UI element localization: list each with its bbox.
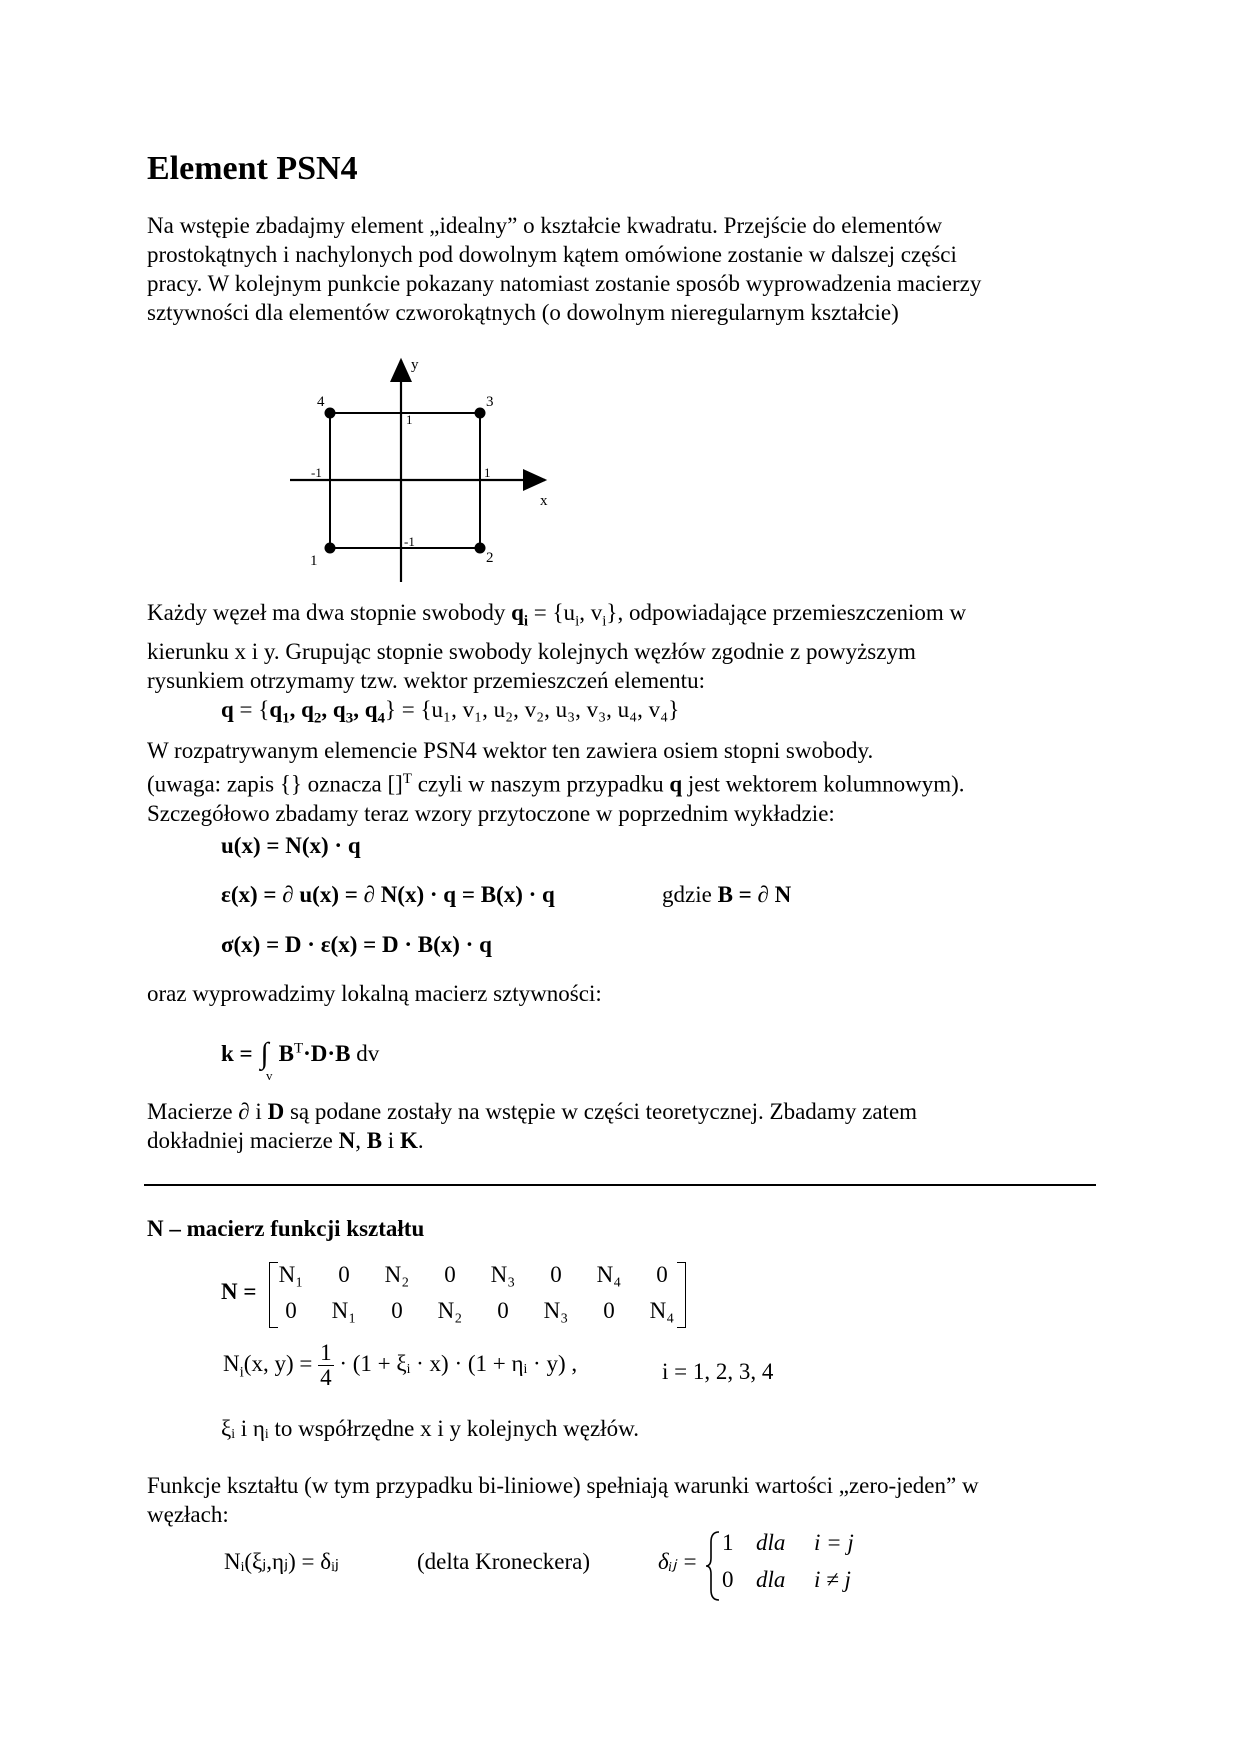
matrix-cell: 0	[285, 1298, 297, 1323]
text: gdzie	[662, 882, 718, 907]
intro-paragraph	[147, 211, 1107, 327]
matrix-cell: N₃	[490, 1262, 516, 1287]
n-symbol: N	[223, 1350, 240, 1376]
matrix-cell: N₂	[384, 1262, 410, 1287]
intro-line: prostokątnych i nachylonych pod dowolnym kątem omówione zostanie w dalszej części	[147, 242, 957, 267]
text: , v	[579, 600, 603, 625]
tick-y-top: 1	[406, 412, 413, 427]
b-definition: B = ∂ N	[717, 882, 792, 907]
intro-line: Na wstępie zbadajmy element „idealny” o kształcie kwadratu. Przejście do elementów	[147, 213, 943, 238]
matrix-cell: N₁	[331, 1298, 357, 1323]
case-2-condition: i ≠ j	[814, 1567, 851, 1592]
n-matrix-lhs: N =	[221, 1279, 257, 1304]
matrix-cell: N₂	[437, 1298, 463, 1323]
matrix-cell: 0	[497, 1298, 509, 1323]
node-2-label: 2	[486, 550, 494, 566]
text: (uwaga: zapis {} oznacza []	[147, 771, 403, 797]
matrix-cell: N₄	[649, 1298, 675, 1323]
matrix-cell: 0	[550, 1262, 562, 1287]
dof-line: kierunku x i y. Grupując stopnie swobody kolejnych węzłów zgodnie z powyższym	[147, 638, 916, 664]
para4-line: węzłach:	[147, 1502, 229, 1527]
integral-sign: ∫	[260, 1037, 269, 1070]
kronecker-condition: Nᵢ(ξⱼ,ηⱼ) = δᵢⱼ	[224, 1549, 339, 1574]
element-diagram	[280, 350, 560, 590]
case-1-word: dla	[756, 1530, 786, 1555]
case-1-condition: i = j	[814, 1530, 854, 1555]
formula-strain: ε(x) = ∂ u(x) = ∂ N(x) · q = B(x) · q	[221, 882, 555, 907]
fraction-numerator: 1	[320, 1340, 332, 1365]
section-divider	[144, 1184, 1096, 1186]
formula-strain-note	[662, 882, 791, 908]
text: (x, y) =	[243, 1350, 313, 1376]
node-4	[325, 408, 336, 419]
text: .	[417, 1128, 424, 1153]
stiffness-intro: oraz wyprowadzimy lokalną macierz sztywności:	[147, 981, 602, 1006]
paragraph-2	[147, 736, 1107, 828]
q-symbol: q	[669, 771, 683, 797]
b-symbol: B	[278, 1041, 294, 1066]
node-3-label: 3	[486, 394, 494, 410]
para2-line	[147, 765, 1107, 799]
para2-line: Szczegółowo zbadamy teraz wzory przytoczone w poprzednim wykładzie:	[147, 800, 835, 826]
node-1	[325, 543, 336, 554]
text: są podane zostały na wstępie w części teoretycznej. Zbadamy zatem	[284, 1099, 918, 1124]
formula-stress: σ(x) = D · ε(x) = D · B(x) · q	[221, 932, 492, 957]
text: ,	[355, 1128, 367, 1153]
subscript: i	[523, 613, 529, 630]
paragraph-4	[147, 1471, 1107, 1529]
text: Każdy węzeł ma dwa stopnie swobody	[147, 600, 512, 625]
text: } = {u₁, v₁, u₂, v₂, u₃, v₃, u₄, v₄}	[385, 697, 680, 722]
dof-line: rysunkiem otrzymamy tzw. wektor przemieszczeń elementu:	[147, 667, 705, 693]
kronecker-delta: δᵢⱼ =	[658, 1549, 698, 1574]
n-symbol: N	[338, 1128, 356, 1153]
node-2	[475, 543, 486, 554]
d-b-symbols: ·D·B	[303, 1041, 351, 1066]
superscript: T	[293, 1040, 304, 1057]
intro-line: pracy. W kolejnym punkcie pokazany natomiast zostanie sposób wyprowadzenia macierzy	[147, 271, 982, 296]
curly-brace	[704, 1530, 722, 1602]
text: Macierze ∂ i	[147, 1099, 268, 1124]
matrix-cell: N₃	[543, 1298, 569, 1323]
kronecker-label: (delta Kroneckera)	[417, 1549, 591, 1574]
intro-line: sztywności dla elementów czworokątnych (o dowolnym nieregularnym kształcie)	[147, 300, 899, 325]
x-axis-label: x	[540, 493, 548, 509]
text: czyli w naszym przypadku	[411, 771, 670, 797]
fraction	[318, 1341, 334, 1390]
case-2-value: 0	[722, 1567, 734, 1592]
subscript: i	[575, 613, 580, 630]
case-1-value: 1	[722, 1530, 734, 1555]
subscript: i	[602, 613, 607, 630]
matrix-cell: 0	[656, 1262, 668, 1287]
text: jest wektorem kolumnowym).	[682, 771, 965, 797]
para4-line: Funkcje kształtu (w tym przypadku bi-liniowe) spełniają warunki wartości „zero-jeden” w	[147, 1473, 979, 1498]
text: dv	[350, 1041, 380, 1066]
text: }, odpowiadające przemieszczeniom w	[606, 600, 967, 625]
para3-line	[147, 1126, 1107, 1155]
para2-line: W rozpatrywanym elemencie PSN4 wektor ten zawiera osiem stopni swobody.	[147, 738, 874, 763]
index-range: i = 1, 2, 3, 4	[662, 1359, 774, 1384]
k-symbol: k =	[221, 1041, 253, 1066]
text: dokładniej macierze	[147, 1128, 339, 1153]
node-4-label: 4	[317, 394, 325, 410]
k-symbol: K	[399, 1128, 418, 1153]
subscript: i	[239, 1364, 244, 1381]
tick-y-bottom: -1	[404, 534, 415, 549]
node-1-label: 1	[310, 553, 318, 569]
coords-note: ξᵢ i ηᵢ to współrzędne x i y kolejnych węzłów.	[221, 1416, 639, 1441]
matrix-cell: 0	[444, 1262, 456, 1287]
text: = {	[233, 697, 270, 722]
superscript: T	[402, 771, 412, 787]
q-symbol: q	[511, 600, 524, 625]
dof-line	[147, 598, 1107, 637]
y-axis-label: y	[411, 357, 419, 373]
fraction-denominator: 4	[320, 1365, 332, 1390]
q-symbol: q	[221, 697, 234, 722]
text: = {u	[528, 600, 576, 625]
integral-subscript: v	[266, 1068, 273, 1083]
matrix-cell: 0	[391, 1298, 403, 1323]
node-3	[475, 408, 486, 419]
case-2-word: dla	[756, 1567, 786, 1592]
d-symbol: D	[267, 1099, 285, 1124]
stiffness-formula	[221, 1035, 379, 1069]
matrix-cell: 0	[603, 1298, 615, 1323]
shape-function-formula	[223, 1341, 577, 1390]
q-vector-equation: $q = \{q_1$, $q_2$, $q_3$, $q_4\} = \{u_1$, v₁, u₂, v₂, u₃, v₃, u₄, v₄}	[221, 697, 680, 727]
page-title: Element PSN4	[147, 150, 358, 187]
paragraph-3	[147, 1097, 1107, 1155]
tick-x-right: 1	[484, 465, 491, 480]
b-symbol: B	[366, 1128, 383, 1153]
text: i	[382, 1128, 400, 1153]
dof-paragraph	[147, 598, 1107, 695]
matrix-cell: 0	[338, 1262, 350, 1287]
text: · (1 + ξᵢ · x) · (1 + ηᵢ · y) ,	[339, 1350, 578, 1376]
para3-line	[147, 1097, 1107, 1126]
formula-displacement: u(x) = N(x) · q	[221, 833, 361, 858]
section-heading: N – macierz funkcji kształtu	[147, 1216, 425, 1241]
tick-x-left: -1	[311, 465, 322, 480]
matrix-cell: N₄	[596, 1262, 622, 1287]
matrix-cell: N₁	[278, 1262, 304, 1287]
